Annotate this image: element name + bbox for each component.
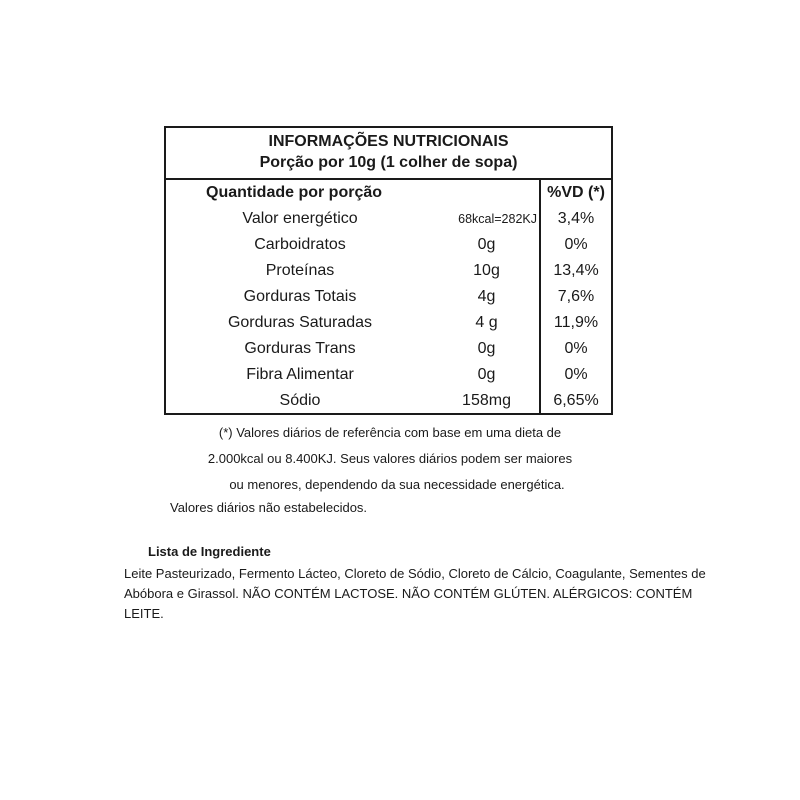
nutrient-name: Sódio bbox=[279, 392, 321, 409]
nutrient-amount: 4g bbox=[477, 288, 496, 305]
nutrient-vd: 11,9% bbox=[540, 310, 611, 336]
quantity-header: Quantidade por porção bbox=[206, 184, 383, 201]
nutrient-name: Fibra Alimentar bbox=[246, 366, 354, 383]
nutrient-vd: 6,65% bbox=[540, 388, 611, 414]
nutrient-vd: 0% bbox=[540, 232, 611, 258]
daily-values-footnote bbox=[160, 420, 620, 498]
nutrient-name: Valor energético bbox=[242, 210, 358, 227]
nutrient-row-total-fat bbox=[166, 284, 611, 310]
nutrient-amount: 0g bbox=[477, 236, 496, 253]
vd-header: %VD (*) bbox=[540, 180, 611, 206]
footnote-line: 2.000kcal ou 8.400KJ. Seus valores diários podem ser maiores bbox=[207, 451, 573, 466]
nutrition-facts-table bbox=[164, 126, 613, 415]
nutrition-title: INFORMAÇÕES NUTRICIONAIS bbox=[268, 133, 509, 150]
nutrient-vd: 0% bbox=[540, 362, 611, 388]
ingredients-text: Leite Pasteurizado, Fermento Lácteo, Cloreto de Sódio, Cloreto de Cálcio, Coagulante, Sementes de Abóbora e Girassol. NÃO CONTÉM LACTOSE. NÃO CONTÉM GLÚTEN. ALÉRGICOS: CONTÉM LEITE. bbox=[124, 566, 706, 621]
no-daily-values-note: Valores diários não estabelecidos. bbox=[170, 500, 368, 515]
nutrient-row-energy bbox=[166, 206, 611, 232]
nutrient-amount: 4 g bbox=[475, 314, 498, 331]
nutrient-row-protein bbox=[166, 258, 611, 284]
nutrient-row-saturated-fat bbox=[166, 310, 611, 336]
nutrient-name: Gorduras Trans bbox=[244, 340, 356, 357]
nutrient-row-trans-fat bbox=[166, 336, 611, 362]
nutrient-name: Proteínas bbox=[265, 262, 335, 279]
nutrient-vd: 7,6% bbox=[540, 284, 611, 310]
nutrient-row-fiber bbox=[166, 362, 611, 388]
nutrient-name: Gorduras Totais bbox=[243, 288, 357, 305]
nutrient-name: Carboidratos bbox=[254, 236, 346, 253]
nutrient-amount: 0g bbox=[477, 340, 496, 357]
ingredients-title: Lista de Ingrediente bbox=[148, 544, 271, 559]
nutrient-table bbox=[166, 180, 611, 414]
nutrient-header-row bbox=[166, 180, 611, 206]
nutrient-vd: 0% bbox=[540, 336, 611, 362]
nutrient-row-carbs bbox=[166, 232, 611, 258]
nutrient-vd: 3,4% bbox=[540, 206, 611, 232]
nutrient-row-sodium bbox=[166, 388, 611, 414]
footnote-line: (*) Valores diários de referência com base em uma dieta de bbox=[218, 425, 562, 440]
nutrient-vd: 13,4% bbox=[540, 258, 611, 284]
nutrition-header bbox=[166, 128, 611, 180]
portion-size: Porção por 10g (1 colher de sopa) bbox=[259, 154, 518, 171]
nutrient-amount: 0g bbox=[477, 366, 496, 383]
nutrient-amount: 158mg bbox=[462, 392, 511, 409]
nutrient-amount: 10g bbox=[473, 262, 500, 279]
footnote-line: ou menores, dependendo da sua necessidade energética. bbox=[229, 477, 565, 492]
nutrient-name: Gorduras Saturadas bbox=[227, 314, 373, 331]
nutrient-amount: 68kcal=282KJ bbox=[458, 212, 538, 226]
